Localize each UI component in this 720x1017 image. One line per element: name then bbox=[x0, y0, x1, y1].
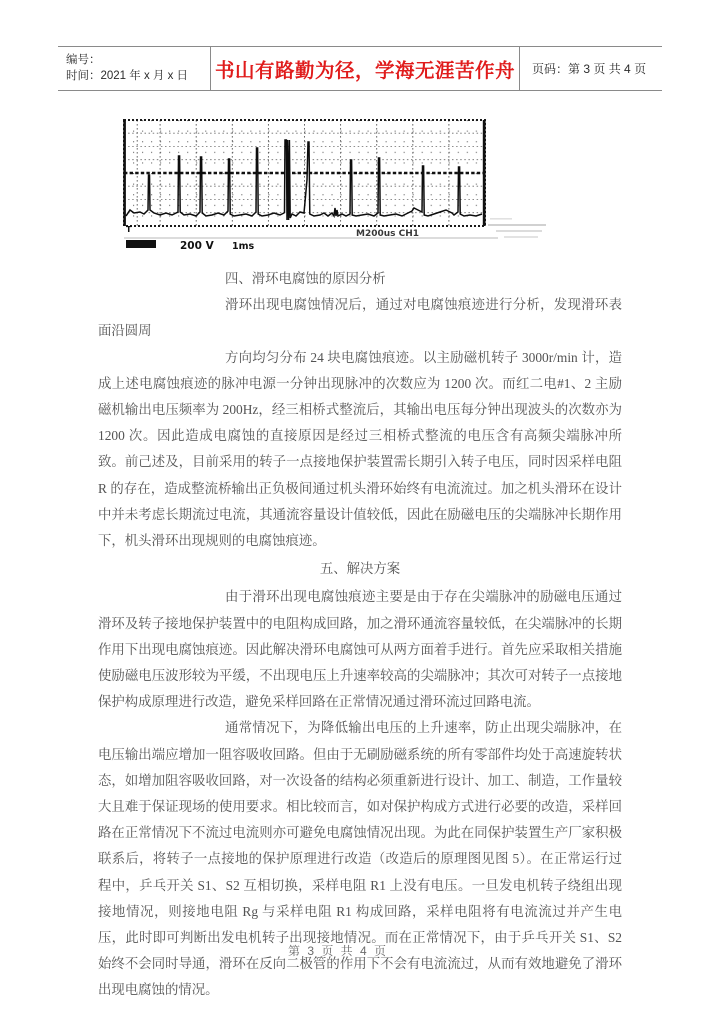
header-serial-number: 编号： bbox=[66, 54, 101, 66]
page-footer bbox=[0, 942, 720, 960]
header-cell-meta bbox=[58, 47, 211, 90]
paragraph-3: 由于滑环出现电腐蚀痕迹主要是由于存在尖端脉冲的励磁电压通过滑环及转子接地保护装置中的电阻构成回路，加之滑环通流容量较低，在尖端脉冲的长期作用下出现电腐蚀痕迹。因此解决滑环电腐蚀可从两方面着手进行。首先应采取相关措施使励磁电压波形较为平缓，不出现电压上升速率较高的尖端脉冲；其次可对转子一点接地保护构成原理进行改造，避免采样回路在正常情况通过滑环流过回路电流。 bbox=[98, 589, 622, 710]
paragraph-4: 通常情况下，为降低输出电压的上升速率，防止出现尖端脉冲，在电压输出端应增加一阻容吸收回路。但由于无刷励磁系统的所有零部件均处于高速旋转状态，如增加阻容吸收回路，对一次设备的结构必须重新进行设计、加工、制造，工作量较大且难于保证现场的使用要求。相比较而言，如对保护构成方式进行必要的改造，采样回路在正常情况下不流过电流则亦可避免电腐蚀情况出现。为此在同保护装置生产厂家积极联系后，将转子一点接地的保护原理进行改造（改造后的原理图见图 5）。在正常运行过程中，乒乓开关 S1、S2 互相切换，采样电阻 R1 上没有电压。一旦发电机转子绕组出现接地情况，则接地电阻 Rg 与采样电阻 R1 构成回路，采样电阻将有电流流过并产生电压，此时即可判断出发电机转子出现接地情况。而在正常情况下，由于乒乓开关 S1、S2 始终不会同时导通，滑环在反向二极管的作用下不会有电流流过，从而有效地避免了滑环出现电腐蚀的情况。 bbox=[98, 720, 622, 998]
document-body bbox=[98, 266, 622, 1004]
scope-right-annotation: M200us CH1 bbox=[356, 229, 420, 239]
scope-volts-per-div-label: 200 V bbox=[180, 240, 214, 252]
footer-page-number: 第 3 页 共 4 页 bbox=[287, 944, 389, 958]
section-heading-5: 五、解决方案 bbox=[319, 561, 401, 577]
scope-trigger-marker: T bbox=[126, 225, 132, 234]
header-slogan-text: 书山有路勤为径，学海无涯苦作舟 bbox=[215, 60, 516, 82]
scope-time-per-div-label: 1ms bbox=[232, 241, 255, 252]
section-heading-4: 四、滑环电腐蚀的原因分析 bbox=[225, 271, 386, 286]
figure-oscilloscope bbox=[98, 112, 622, 260]
header-cell-pagination bbox=[520, 47, 662, 90]
header-page-label: 页码：第 3 页 共 4 页 bbox=[532, 61, 647, 76]
header-date: 时间：2021 年 x 月 x 日 bbox=[66, 70, 189, 82]
paragraph-1: 滑环出现电腐蚀情况后，通过对电腐蚀痕迹进行分析，发现滑环表面沿圆周 bbox=[98, 297, 622, 339]
header-cell-slogan bbox=[211, 47, 520, 90]
oscilloscope-waveform-image bbox=[98, 112, 622, 260]
paragraph-2: 方向均匀分布 24 块电腐蚀痕迹。以主励磁机转子 3000r/min 计，造成上述电腐蚀痕迹的脉冲电源一分钟出现脉冲的次数应为 1200 次。而红二电#1、2 主励磁机输出电压频率为 200Hz，经三相桥式整流后，其输出电压每分钟出现波头的次数亦为 1200 次。因此造成电腐蚀的直接原因是经过三相桥式整流的电压含有高频尖端脉冲所致。前己述及，目前采用的转子一点接地保护装置需长期引入转子电压，同时因采样电阻 R 的存在，造成整流桥输出正负极间通过机头滑环始终有电流流过。加之机头滑环在设计中并未考虑长期流过电流，其通流容量设计值较低，因此在励磁电压的尖端脉冲长期作用下，机头滑环出现规则的电腐蚀痕迹。 bbox=[98, 349, 622, 549]
page-header-table bbox=[58, 46, 662, 91]
